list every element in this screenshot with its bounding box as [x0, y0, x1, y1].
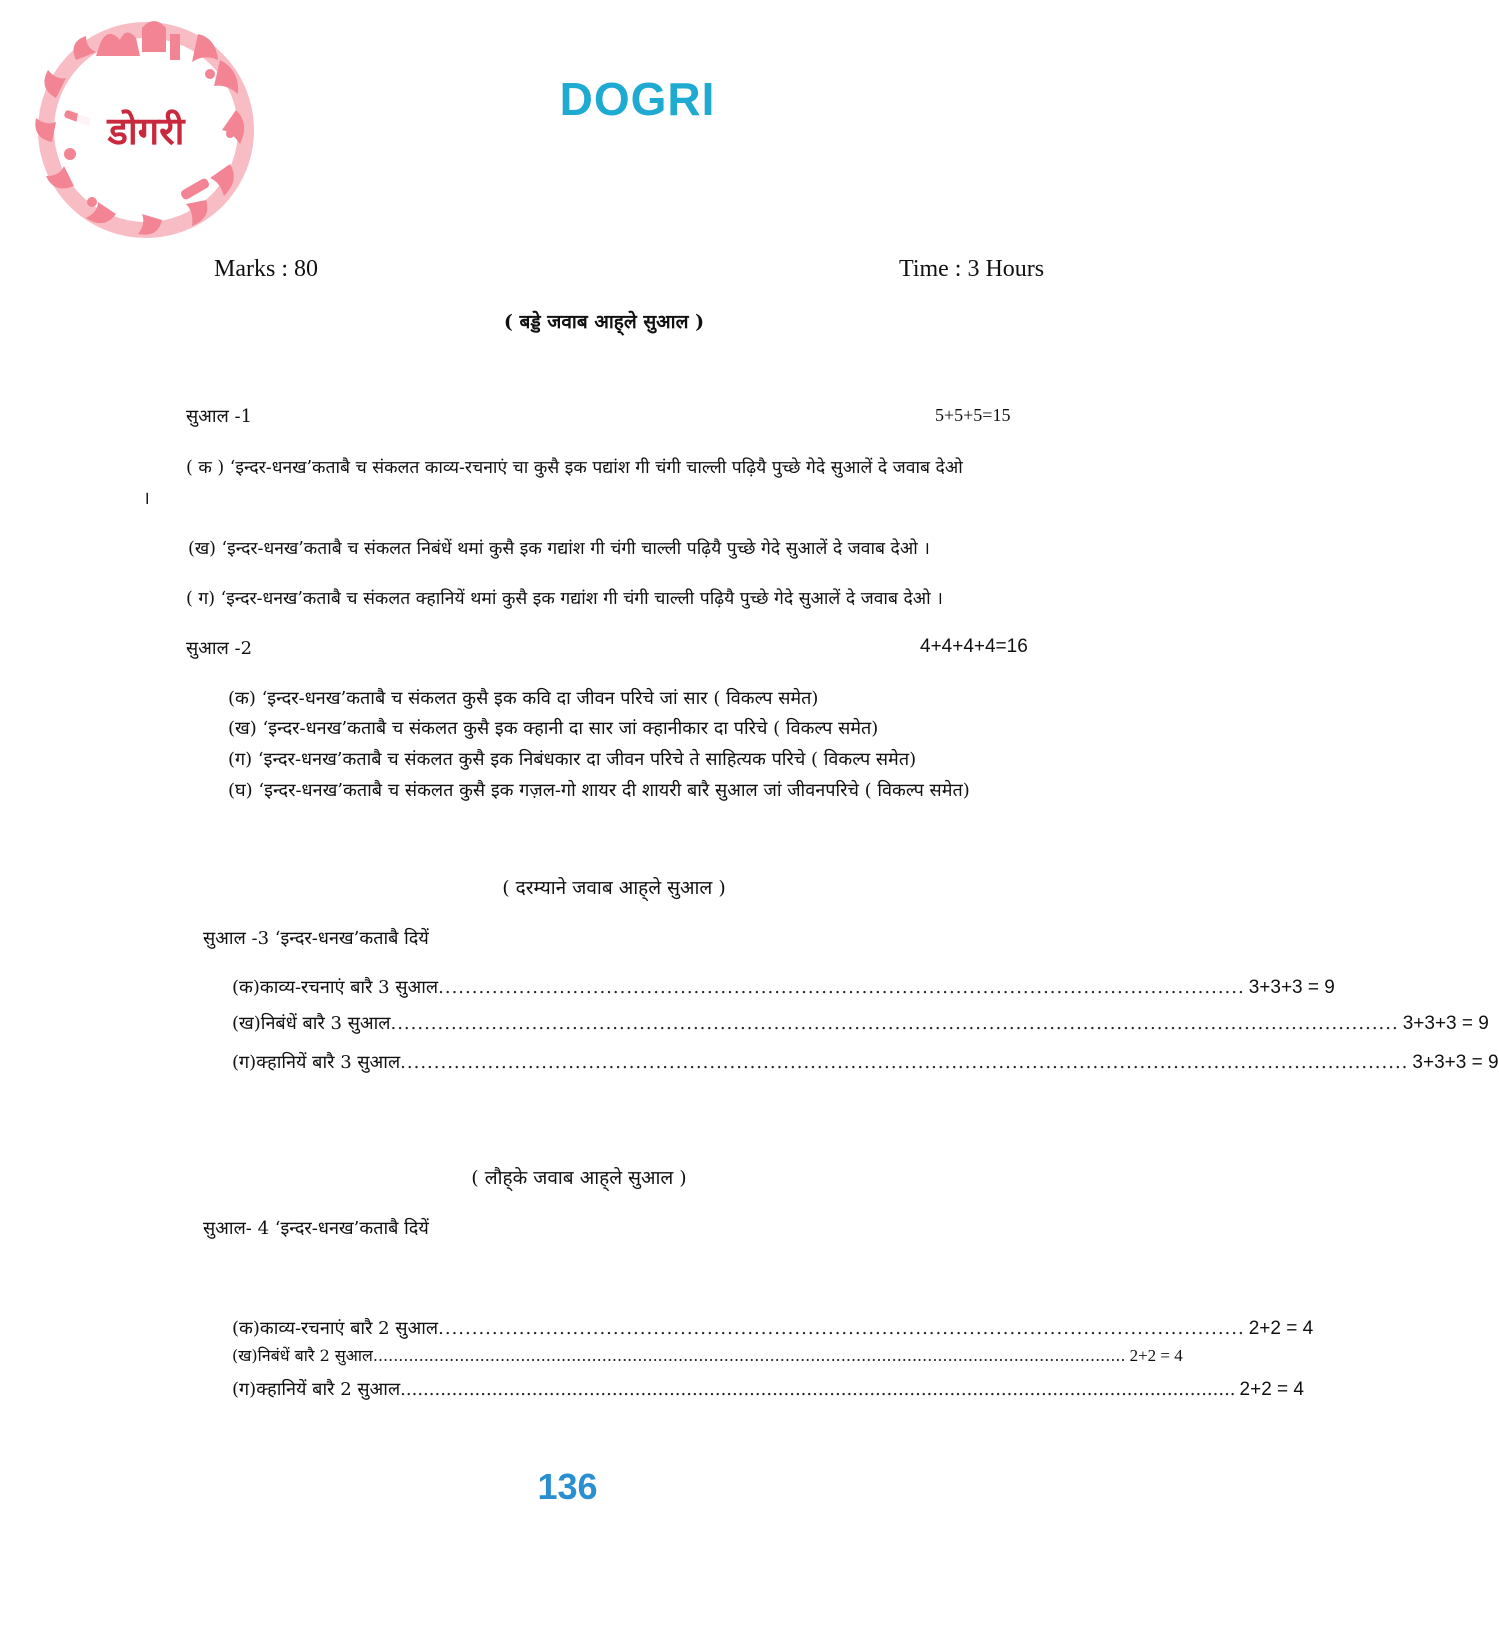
item-text: क्हानियें बारै 3 सुआल [256, 1052, 401, 1073]
q1-item-ka: ( क ) ‘इन्दर-धनख’कताबै च संकलत काव्य-रचनाएं चा कुसै इक पद्यांश गी चंगी चाल्ली पढ़ियै पुच्छे गेदे सुआलें दे जवाब देओ [186, 458, 963, 478]
item-marks: 2+2 = 4 [1239, 1379, 1304, 1400]
item-label: (क) [232, 1318, 260, 1339]
item-marks: 2+2 = 4 [1129, 1346, 1183, 1365]
dot-leader: .................................................................................................................................................. [400, 1379, 1236, 1400]
q2-marks: 4+4+4+4=16 [920, 636, 1028, 657]
time-label: Time : 3 Hours [899, 256, 1045, 282]
q1-marks: 5+5+5=15 [935, 405, 1011, 425]
item-label: (ग) [232, 1379, 257, 1400]
q4-item-kha [232, 1344, 1183, 1366]
item-label: (क) [232, 977, 260, 998]
section-short-heading: ( लौह्‌के जवाब आह्‌ले सुआल ) [471, 1167, 687, 1189]
dot-leader: ........................................................................................................................ [438, 1318, 1245, 1339]
section-long-heading: ( बड्डे जवाब आह्‌ले सुआल ) [503, 311, 705, 333]
dot-leader: ........................................................................................................................ [438, 977, 1245, 998]
dot-leader: ...................................................................................................................................................... [390, 1013, 1399, 1034]
dot-leader: .................................................................................................................................................... [372, 1346, 1126, 1365]
q4-label: सुआल- 4 ‘इन्दर-धनख’कताबै दियें [203, 1218, 429, 1239]
item-marks: 3+3+3 = 9 [1412, 1052, 1499, 1073]
logo-text: डोगरी [107, 109, 185, 153]
q1-label: सुआल -1 [186, 406, 253, 427]
item-text: क्हानियें बारै 2 सुआल [256, 1379, 401, 1400]
q4-item-ka [232, 1316, 1314, 1340]
q3-item-ka [232, 975, 1335, 999]
q1-item-kha: (ख) ‘इन्दर-धनख’कताबै च संकलत निबंधें थमां कुसै इक गद्यांश गी चंगी चाल्ली पढ़ियै पुच्छे गेदे सुआलें दे जवाब देओ । [188, 539, 930, 559]
page-number: 136 [537, 1466, 598, 1507]
item-text: निबंधें बारै 2 सुआल [257, 1346, 373, 1365]
q2-label: सुआल -2 [186, 638, 253, 659]
q1-trailing-mark: । [143, 488, 150, 509]
q3-label: सुआल -3 ‘इन्दर-धनख’कताबै दियें [203, 928, 429, 949]
item-text: निबंधें बारै 3 सुआल [260, 1013, 391, 1034]
marks-label: Marks : 80 [214, 256, 318, 282]
item-text: काव्य-रचनाएं बारै 3 सुआल [259, 977, 439, 998]
q2-item-ga: (ग) ‘इन्दर-धनख’कताबै च संकलत कुसै इक निबंधकार दा जीवन परिचे ते साहित्यक परिचे ( विकल्प समेत) [228, 749, 917, 770]
dot-leader: ...................................................................................................................................................... [400, 1052, 1409, 1073]
item-text: काव्य-रचनाएं बारै 2 सुआल [259, 1318, 439, 1339]
q2-item-gha: (घ) ‘इन्दर-धनख’कताबै च संकलत कुसै इक गज़ल-गो शायर दी शायरी बारै सुआल जां जीवनपरिचे ( विकल्प समेत) [228, 780, 970, 801]
q2-item-kha: (ख) ‘इन्दर-धनख’कताबै च संकलत कुसै इक क्हानी दा सार जां क्हानीकार दा परिचे ( विकल्प समेत) [228, 718, 879, 739]
q4-item-ga [232, 1377, 1304, 1401]
item-label: (ग) [232, 1052, 257, 1073]
item-marks: 3+3+3 = 9 [1248, 977, 1335, 998]
item-label: (ख) [232, 1013, 261, 1034]
dogri-logo [30, 14, 262, 246]
item-marks: 3+3+3 = 9 [1402, 1013, 1489, 1034]
q2-item-ka: (क) ‘इन्दर-धनख’कताबै च संकलत कुसै इक कवि दा जीवन परिचे जां सार ( विकल्प समेत) [228, 688, 819, 709]
page-title: DOGRI [559, 73, 716, 125]
section-medium-heading: ( दरम्याने जवाब आह्‌ले सुआल ) [502, 877, 726, 899]
item-label: (ख) [232, 1346, 258, 1365]
q3-item-kha [232, 1011, 1489, 1035]
q3-item-ga [232, 1050, 1499, 1074]
item-marks: 2+2 = 4 [1248, 1318, 1314, 1339]
q1-item-ga: ( ग) ‘इन्दर-धनख’कताबै च संकलत क्हानियें थमां कुसै इक गद्यांश गी चंगी चाल्ली पढ़ियै पुच्छे गेदे सुआलें दे जवाब देओ । [186, 589, 943, 609]
